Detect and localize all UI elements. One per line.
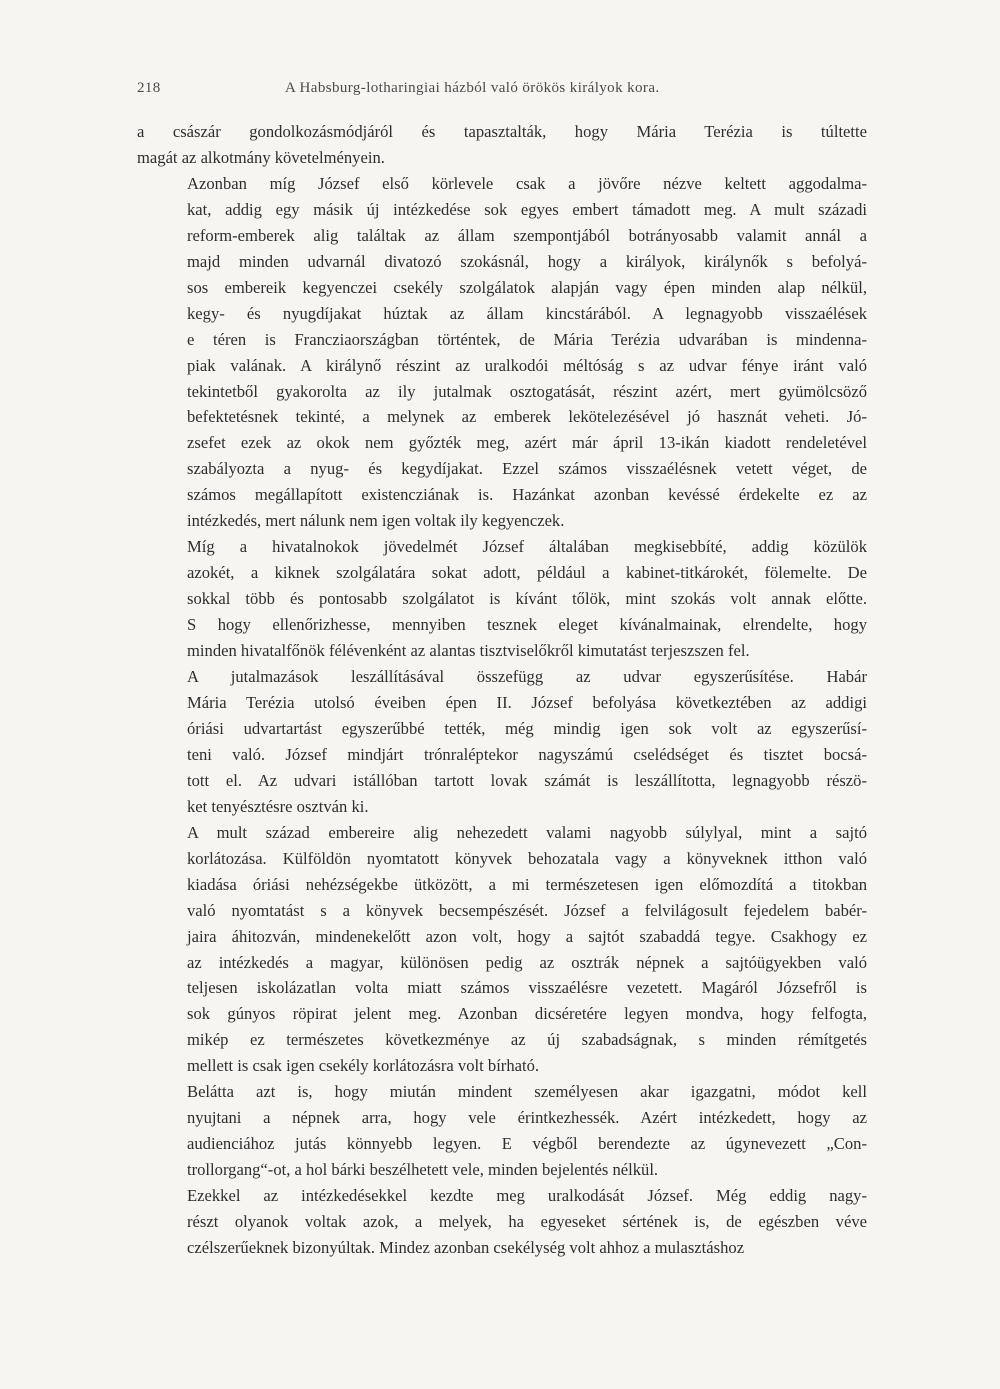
text-line: Belátta azt is, hogy miután mindent személyesen akar igazgatni, módot kell [187, 1082, 867, 1102]
text-line: czélszerűeknek bizonyúltak. Mindez azonban csekélység volt ahhoz a mulasztáshoz [187, 1237, 745, 1257]
text-line: reform-emberek alig találtak az állam szempontjából botrányosabb valamit annál a [187, 225, 867, 245]
text-line: zsefet ezek az okok nem győzték meg, azért már ápril 13-ikán kiadott rendeletével [187, 433, 867, 453]
text-line: sok gúnyos röpirat jelent meg. Azonban dicséretére legyen mondva, hogy felfogta, [187, 1004, 867, 1024]
text-line: teni való. József mindjárt trónraléptekor nagyszámú cselédséget és tisztet bocsá- [187, 744, 867, 764]
text-line: tott el. Az udvari istállóban tartott lovak számát is leszállította, legnagyobb részö- [187, 770, 867, 790]
paragraph [137, 119, 867, 171]
paragraph [137, 534, 867, 664]
text-line: jaira áhitozván, mindenekelőtt azon volt, hogy a sajtót szabaddá tegye. Csakhogy ez [187, 926, 867, 946]
text-line: teljesen iskolázatlan volta miatt számos visszaélésre vezetett. Magáról Józsefről is [187, 978, 867, 998]
text-line: ket tenyésztésre osztván ki. [187, 796, 369, 816]
text-line: nyujtani a népnek arra, hogy vele érintkezhessék. Azért intézkedett, hogy az [187, 1108, 867, 1128]
text-line: Ezekkel az intézkedésekkel kezdte meg uralkodását József. Még eddig nagy- [187, 1186, 867, 1206]
text-line: A mult század embereire alig nehezedett valami nagyobb súlylyal, mint a sajtó [187, 822, 867, 842]
text-line: magát az alkotmány követelményein. [137, 147, 385, 167]
text-line: intézkedés, mert nálunk nem igen voltak ily kegyenczek. [187, 511, 565, 531]
text-line: mellett is csak igen csekély korlátozásra volt bírható. [187, 1056, 540, 1076]
text-line: a császár gondolkozásmódjáról és tapasztalták, hogy Mária Terézia is túltette [137, 122, 867, 141]
text-line: való nyomtatást s a könyvek becsempészését. József a felvilágosult fejedelem babér- [187, 900, 867, 920]
text-line: Azonban míg József első körlevele csak a jövőre nézve keltett aggodalma- [187, 173, 867, 193]
text-line: sokkal több és pontosabb szolgálatot is kívánt tőlök, mint szokás volt annak előtte. [187, 589, 867, 609]
paragraph [137, 1183, 867, 1261]
text-line: befektetésnek tekinté, a melynek az emberek lekötelezésével jó hasznát veheti. Jó- [187, 407, 867, 427]
text-line: számos megállapított existencziának is. Hazánkat azonban kevéssé érdekelte ez az [187, 485, 867, 505]
text-line: majd minden udvarnál divatozó szokásnál, hogy a királyok, királynők s befolyá- [187, 251, 867, 271]
running-title: A Habsburg-lotharingiai házból való örökös királyok kora. [285, 80, 660, 96]
paragraph [137, 1079, 867, 1183]
text-line: óriási udvartartást egyszerűbbé tették, még mindig igen sok volt az egyszerűsí- [187, 718, 867, 738]
text-line: kegy- és nyugdíjakat húztak az állam kincstárából. A legnagyobb visszaélések [187, 303, 867, 323]
text-line: A jutalmazások leszállításával összefügg az udvar egyszerűsítése. Habár [187, 667, 867, 687]
text-line: kiadása óriási nehézségekbe ütközött, a mi természetesen igen előmozdítá a titokban [187, 874, 867, 894]
text-line: kat, addig egy másik új intézkedése sok egyes embert támadott meg. A mult századi [187, 199, 867, 219]
text-line: mikép ez természetes következménye az új szabadságnak, s minden rémítgetés [187, 1030, 867, 1050]
text-line: minden hivatalfőnök félévenként az alantas tisztviselőkről kimutatást terjeszszen fel. [187, 641, 750, 661]
text-line: tekintetből gyakorolta az ily jutalmak osztogatását, részint azért, mert gyümölcsöző [187, 381, 867, 401]
text-line: e téren is Francziaországban történtek, de Mária Terézia udvarában is mindenna- [187, 329, 867, 349]
text-line: Mária Terézia utolsó éveiben épen II. József befolyása következtében az addigi [187, 692, 867, 712]
text-line: S hogy ellenőrizhesse, mennyiben tesznek eleget kívánalmainak, elrendelte, hogy [187, 615, 867, 635]
text-line: azokét, a kiknek szolgálatára sokat adott, például a kabinet-titkárokét, fölemelte. De [187, 563, 867, 583]
text-line: részt olyanok voltak azok, a melyek, ha egyeseket sértének is, de egészben véve [187, 1212, 867, 1232]
paragraph [137, 664, 867, 820]
text-line: audienciához jutás könnyebb legyen. E végből berendezte az úgynevezett „Con- [187, 1134, 867, 1154]
text-line: trollorgang“-ot, a hol bárki beszélhetett vele, minden bejelentés nélkül. [187, 1160, 659, 1180]
running-head [137, 80, 867, 102]
text-line: szabályozta a nyug- és kegydíjakat. Ezzel számos visszaélésnek vetett véget, de [187, 459, 867, 479]
text-line: Míg a hivatalnokok jövedelmét József általában megkisebbíté, addig közülök [187, 537, 867, 557]
body-text [137, 119, 867, 1261]
text-line: sos embereik kegyenczei csekély szolgálatok alapján vagy épen minden alap nélkül, [187, 277, 867, 297]
text-line: piak valának. A királynő részint az uralkodói méltóság s az udvar fénye iránt való [187, 355, 867, 375]
paragraph [137, 171, 867, 534]
text-line: korlátozása. Külföldön nyomtatott könyvek behozatala vagy a könyveknek itthon való [187, 848, 867, 868]
page-number: 218 [137, 80, 161, 96]
paragraph [137, 820, 867, 1080]
text-line: az intézkedés a magyar, különösen pedig az osztrák népnek a sajtóügyekben való [187, 952, 867, 972]
